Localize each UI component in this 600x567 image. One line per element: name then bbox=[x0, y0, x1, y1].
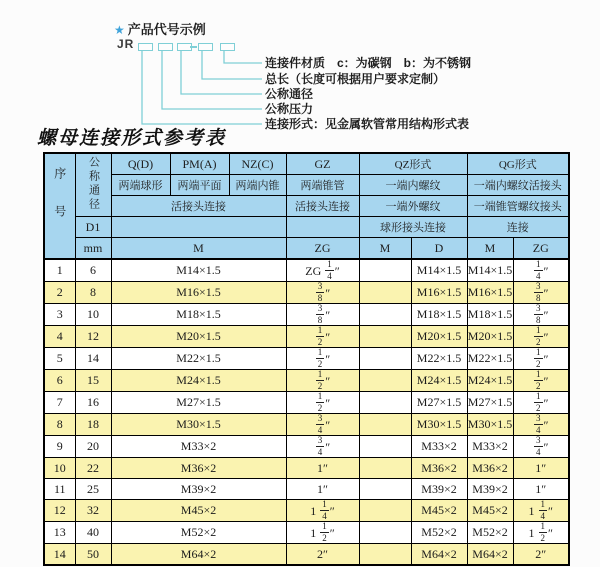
cell-nominal-dia-mm: 22 bbox=[75, 458, 111, 479]
cell-nominal-dia-mm: 18 bbox=[75, 414, 111, 436]
diagram-title-text: 产品代号示例 bbox=[127, 22, 206, 37]
cell-serial: 2 bbox=[44, 282, 75, 304]
cell-nominal-dia-mm: 50 bbox=[75, 544, 111, 566]
cell-serial: 13 bbox=[44, 522, 75, 544]
cell-gz-zg: $\frac{1}{2}$ ″ bbox=[286, 392, 359, 414]
cell-qg-m: M20×1.5 bbox=[467, 326, 513, 348]
cell-union-m: M20×1.5 bbox=[111, 326, 286, 348]
cell-qg-m: M36×2 bbox=[467, 458, 513, 479]
cell-serial: 6 bbox=[44, 370, 75, 392]
cell-qg-zg: $\frac{1}{2}$ ″ bbox=[513, 370, 569, 392]
cell-qg-m: M33×2 bbox=[467, 436, 513, 458]
table-row bbox=[44, 326, 569, 348]
subheader-qd: 两端球形 bbox=[111, 175, 170, 196]
cell-qg-zg: $\frac{1}{2}$ ″ bbox=[513, 326, 569, 348]
mm-label: mm bbox=[75, 238, 111, 260]
cell-serial: 14 bbox=[44, 544, 75, 566]
star-icon: ★ bbox=[114, 23, 125, 37]
header-row-5 bbox=[44, 238, 569, 260]
label-nominal-press: 公称压力 bbox=[265, 102, 314, 116]
cell-qz-d: M33×2 bbox=[411, 436, 467, 458]
col-header-nominal-dia bbox=[75, 153, 111, 217]
table-row bbox=[44, 500, 569, 522]
cell-qg-m: M64×2 bbox=[467, 544, 513, 566]
table-row bbox=[44, 458, 569, 479]
cell-qg-zg: $\frac{3}{4}$ ″ bbox=[513, 414, 569, 436]
header-row-1 bbox=[44, 153, 569, 175]
cell-qg-zg: 2″ bbox=[513, 544, 569, 566]
cell-qz-m bbox=[359, 458, 411, 479]
table-row bbox=[44, 304, 569, 326]
label-total-length: 总长（长度可根据用户要求定制） bbox=[265, 72, 446, 86]
nominal-dia-label: 公称通径 bbox=[87, 155, 100, 212]
cell-union-m: M30×1.5 bbox=[111, 414, 286, 436]
qz-d-col-label: D bbox=[411, 238, 467, 260]
cell-gz-zg: 1 $\frac{1}{4}$ ″ bbox=[286, 500, 359, 522]
cell-qg-m: M16×1.5 bbox=[467, 282, 513, 304]
empty-cell bbox=[286, 217, 359, 238]
serial-label: 序号 bbox=[52, 166, 67, 243]
cell-gz-zg: $\frac{3}{4}$ ″ bbox=[286, 436, 359, 458]
cell-qz-d: M14×1.5 bbox=[411, 259, 467, 282]
cell-qg-zg: $\frac{3}{8}$ ″ bbox=[513, 282, 569, 304]
cell-serial: 4 bbox=[44, 326, 75, 348]
table-row bbox=[44, 544, 569, 566]
cell-qg-zg: 1 $\frac{1}{2}$ ″ bbox=[513, 522, 569, 544]
cell-qz-m bbox=[359, 522, 411, 544]
table-title: 螺母连接形式参考表 bbox=[37, 127, 227, 149]
cell-union-m: M45×2 bbox=[111, 500, 286, 522]
table-body bbox=[44, 259, 569, 565]
label-nominal-dia: 公称通径 bbox=[265, 87, 314, 101]
cell-qz-d: M36×2 bbox=[411, 458, 467, 479]
cell-nominal-dia-mm: 8 bbox=[75, 282, 111, 304]
cell-qz-d: M24×1.5 bbox=[411, 370, 467, 392]
cell-gz-zg: $\frac{3}{4}$ ″ bbox=[286, 414, 359, 436]
cell-union-m: M14×1.5 bbox=[111, 259, 286, 282]
cell-gz-zg: $\frac{3}{8}$ ″ bbox=[286, 304, 359, 326]
table-row bbox=[44, 370, 569, 392]
cell-qz-m bbox=[359, 436, 411, 458]
cell-qz-m bbox=[359, 500, 411, 522]
cell-union-m: M36×2 bbox=[111, 458, 286, 479]
cell-qz-d: M16×1.5 bbox=[411, 282, 467, 304]
cell-union-m: M64×2 bbox=[111, 544, 286, 566]
cell-qg-m: M52×2 bbox=[467, 522, 513, 544]
cell-serial: 9 bbox=[44, 436, 75, 458]
cell-qz-d: M30×1.5 bbox=[411, 414, 467, 436]
cell-serial: 3 bbox=[44, 304, 75, 326]
cell-qg-m: M45×2 bbox=[467, 500, 513, 522]
cell-qg-zg: $\frac{3}{4}$ ″ bbox=[513, 436, 569, 458]
cell-nominal-dia-mm: 14 bbox=[75, 348, 111, 370]
subheader-qz: 一端内螺纹 bbox=[359, 175, 467, 196]
cell-qg-zg: 1″ bbox=[513, 458, 569, 479]
cell-nominal-dia-mm: 20 bbox=[75, 436, 111, 458]
cell-nominal-dia-mm: 16 bbox=[75, 392, 111, 414]
cell-nominal-dia-mm: 15 bbox=[75, 370, 111, 392]
cell-union-m: M39×2 bbox=[111, 479, 286, 500]
cell-nominal-dia-mm: 32 bbox=[75, 500, 111, 522]
cell-serial: 8 bbox=[44, 414, 75, 436]
cell-qg-m: M14×1.5 bbox=[467, 259, 513, 282]
cell-qg-zg: $\frac{3}{8}$ ″ bbox=[513, 304, 569, 326]
cell-qz-d: M52×2 bbox=[411, 522, 467, 544]
col-header-qg: QG形式 bbox=[467, 153, 569, 175]
cell-qz-m bbox=[359, 326, 411, 348]
cell-serial: 12 bbox=[44, 500, 75, 522]
cell-gz-zg: $\frac{3}{8}$ ″ bbox=[286, 282, 359, 304]
cell-qg-m: M24×1.5 bbox=[467, 370, 513, 392]
table-header bbox=[44, 153, 569, 259]
cell-qz-d: M20×1.5 bbox=[411, 326, 467, 348]
cell-union-m: M22×1.5 bbox=[111, 348, 286, 370]
col-header-nzc: NZ(C) bbox=[229, 153, 286, 175]
cell-qg-zg: 1 $\frac{1}{4}$ ″ bbox=[513, 500, 569, 522]
col-header-qz: QZ形式 bbox=[359, 153, 467, 175]
cell-qz-m bbox=[359, 414, 411, 436]
col-header-gz: GZ bbox=[286, 153, 359, 175]
cell-gz-zg: 1″ bbox=[286, 479, 359, 500]
subheader-nzc: 两端内锥 bbox=[229, 175, 286, 196]
cell-nominal-dia-mm: 25 bbox=[75, 479, 111, 500]
header-row-2 bbox=[44, 175, 569, 196]
qz-external-thread-label: 一端外螺纹 bbox=[359, 196, 467, 217]
m-col-label: M bbox=[111, 238, 286, 260]
cell-nominal-dia-mm: 40 bbox=[75, 522, 111, 544]
cell-qz-m bbox=[359, 259, 411, 282]
cell-qg-m: M30×1.5 bbox=[467, 414, 513, 436]
cell-gz-zg: 1″ bbox=[286, 458, 359, 479]
cell-serial: 5 bbox=[44, 348, 75, 370]
cell-nominal-dia-mm: 10 bbox=[75, 304, 111, 326]
d1-label: D1 bbox=[75, 217, 111, 238]
qz-m-col-label: M bbox=[359, 238, 411, 260]
col-header-pma: PM(A) bbox=[170, 153, 229, 175]
cell-qz-d: M22×1.5 bbox=[411, 348, 467, 370]
gz-union-connection-label: 活接头连接 bbox=[286, 196, 359, 217]
qg-taper-thread-label: 一端锥管螺纹接头 bbox=[467, 196, 569, 217]
header-row-4 bbox=[44, 217, 569, 238]
cell-gz-zg: $\frac{1}{2}$ ″ bbox=[286, 326, 359, 348]
cell-qz-m bbox=[359, 392, 411, 414]
cell-nominal-dia-mm: 12 bbox=[75, 326, 111, 348]
cell-qg-m: M18×1.5 bbox=[467, 304, 513, 326]
table-row bbox=[44, 522, 569, 544]
cell-serial: 1 bbox=[44, 259, 75, 282]
cell-serial: 10 bbox=[44, 458, 75, 479]
table-row bbox=[44, 282, 569, 304]
cell-union-m: M16×1.5 bbox=[111, 282, 286, 304]
cell-qz-m bbox=[359, 479, 411, 500]
zg-col-label: ZG bbox=[286, 238, 359, 260]
cell-qg-zg: $\frac{1}{2}$ ″ bbox=[513, 348, 569, 370]
cell-qg-m: M22×1.5 bbox=[467, 348, 513, 370]
cell-qg-zg: $\frac{1}{2}$ ″ bbox=[513, 392, 569, 414]
cell-qz-d: M45×2 bbox=[411, 500, 467, 522]
cell-qz-m bbox=[359, 348, 411, 370]
table-row bbox=[44, 392, 569, 414]
cell-qz-d: M64×2 bbox=[411, 544, 467, 566]
qg-m-col-label: M bbox=[467, 238, 513, 260]
table-row bbox=[44, 348, 569, 370]
nut-connection-table bbox=[43, 152, 570, 566]
cell-qz-m bbox=[359, 370, 411, 392]
cell-qg-m: M27×1.5 bbox=[467, 392, 513, 414]
header-row-3 bbox=[44, 196, 569, 217]
col-header-serial bbox=[44, 153, 75, 259]
cell-union-m: M24×1.5 bbox=[111, 370, 286, 392]
cell-nominal-dia-mm: 6 bbox=[75, 259, 111, 282]
cell-qz-d: M18×1.5 bbox=[411, 304, 467, 326]
cell-qz-m bbox=[359, 282, 411, 304]
qg-zg-col-label: ZG bbox=[513, 238, 569, 260]
qz-ball-joint-label: 球形接头连接 bbox=[359, 217, 467, 238]
cell-qz-m bbox=[359, 304, 411, 326]
cell-union-m: M33×2 bbox=[111, 436, 286, 458]
cell-gz-zg: 2″ bbox=[286, 544, 359, 566]
subheader-qg: 一端内螺纹活接头 bbox=[467, 175, 569, 196]
cell-union-m: M52×2 bbox=[111, 522, 286, 544]
col-header-qd: Q(D) bbox=[111, 153, 170, 175]
cell-serial: 11 bbox=[44, 479, 75, 500]
cell-qg-m: M39×2 bbox=[467, 479, 513, 500]
cell-gz-zg: $\frac{1}{2}$ ″ bbox=[286, 370, 359, 392]
cell-qz-d: M27×1.5 bbox=[411, 392, 467, 414]
cell-qg-zg: $\frac{1}{4}$ ″ bbox=[513, 259, 569, 282]
empty-cell bbox=[111, 217, 286, 238]
product-code-prefix: JR bbox=[117, 37, 135, 51]
cell-qz-m bbox=[359, 544, 411, 566]
cell-qg-zg: 1″ bbox=[513, 479, 569, 500]
cell-gz-zg: 1 $\frac{1}{2}$ ″ bbox=[286, 522, 359, 544]
table-row bbox=[44, 436, 569, 458]
table-row bbox=[44, 479, 569, 500]
cell-qz-d: M39×2 bbox=[411, 479, 467, 500]
table-row bbox=[44, 414, 569, 436]
cell-serial: 7 bbox=[44, 392, 75, 414]
union-connection-label: 活接头连接 bbox=[111, 196, 286, 217]
cell-union-m: M18×1.5 bbox=[111, 304, 286, 326]
cell-gz-zg: ZG $\frac{1}{4}$ ″ bbox=[286, 259, 359, 282]
label-connection-form: 连接形式：见金属软管常用结构形式表 bbox=[265, 117, 470, 131]
subheader-pma: 两端平面 bbox=[170, 175, 229, 196]
cell-gz-zg: $\frac{1}{2}$ ″ bbox=[286, 348, 359, 370]
cell-union-m: M27×1.5 bbox=[111, 392, 286, 414]
label-material: 连接件材质 c：为碳钢 b：为不锈钢 bbox=[265, 56, 472, 70]
subheader-gz: 两端锥管 bbox=[286, 175, 359, 196]
qg-connection-label: 连接 bbox=[467, 217, 569, 238]
table-row bbox=[44, 259, 569, 282]
